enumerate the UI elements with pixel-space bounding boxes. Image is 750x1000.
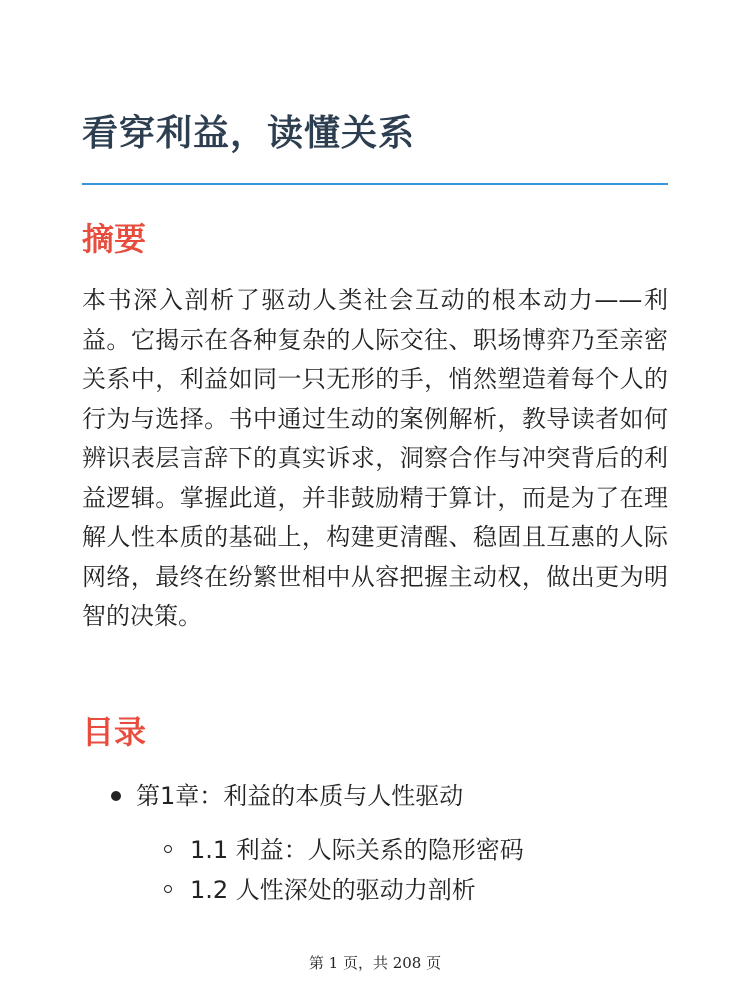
toc-chapter-label: 第1章：利益的本质与人性驱动 <box>136 782 464 810</box>
page-number-footer: 第 1 页，共 208 页 <box>308 954 442 972</box>
summary-paragraph: 本书深入剖析了驱动人类社会互动的根本动力——利益。它揭示在各种复杂的人际交往、职场博弈乃至亲密关系中，利益如同一只无形的手，悄然塑造着每个人的行为与选择。书中通过生动的案例解析，教导读者如何辨识表层言辞下的真实诉求，洞察合作与冲突背后的利益逻辑。掌握此道，并非鼓励精于算计，而是为了在理解人性本质的基础上，构建更清醒、稳固且互惠的人际网络，最终在纷繁世相中从容把握主动权，做出更为明智的决策。 <box>82 286 668 630</box>
toc-section-label: 1.1 利益：人际关系的隐形密码 <box>190 836 524 864</box>
toc-section-item[interactable] <box>136 870 668 910</box>
toc-section-item[interactable] <box>136 830 668 870</box>
hollow-bullet-icon <box>164 885 172 893</box>
toc-sublist <box>136 830 668 910</box>
filled-bullet-icon <box>111 791 121 801</box>
document-title: 看穿利益，读懂关系 <box>82 113 416 154</box>
toc-heading: 目录 <box>82 713 147 751</box>
toc-list <box>82 775 668 910</box>
title-divider <box>82 183 668 185</box>
hollow-bullet-icon <box>164 845 172 853</box>
toc-chapter-item[interactable] <box>82 775 668 910</box>
toc-section-label: 1.2 人性深处的驱动力剖析 <box>190 876 476 904</box>
summary-heading: 摘要 <box>82 220 147 258</box>
